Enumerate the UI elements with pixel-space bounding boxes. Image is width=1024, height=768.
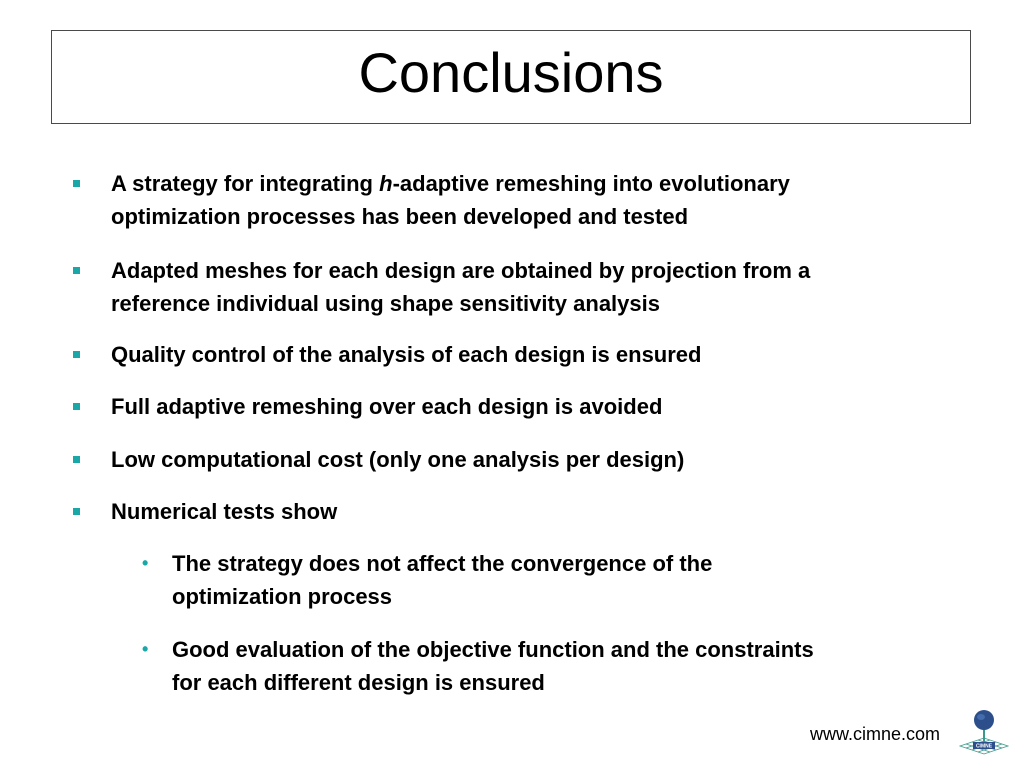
square-bullet-icon bbox=[73, 351, 80, 358]
bullet-text-part: A strategy for integrating bbox=[111, 171, 380, 196]
sub-bullet-text: Good evaluation of the objective function and the constraints bbox=[172, 637, 814, 662]
bullet-item bbox=[0, 390, 1024, 426]
sub-bullet-text: The strategy does not affect the convergence of the bbox=[172, 551, 713, 576]
bullet-text: Full adaptive remeshing over each design is avoided bbox=[111, 394, 663, 419]
bullet-text-line2: reference individual using shape sensitivity analysis bbox=[111, 291, 660, 316]
dot-bullet-icon: • bbox=[142, 639, 149, 659]
sub-bullet-text-line2: optimization process bbox=[172, 584, 393, 609]
square-bullet-icon bbox=[73, 267, 80, 274]
sub-bullet-text-line2: for each different design is ensured bbox=[172, 670, 545, 695]
bullet-item bbox=[0, 338, 1024, 374]
sub-bullet-item bbox=[0, 547, 1024, 617]
square-bullet-icon bbox=[73, 180, 80, 187]
bullet-text: Quality control of the analysis of each design is ensured bbox=[111, 342, 702, 367]
dot-bullet-icon: • bbox=[142, 553, 149, 573]
bullet-item bbox=[0, 254, 1024, 324]
bullet-text: Numerical tests show bbox=[111, 499, 338, 524]
slide-title: Conclusions bbox=[358, 41, 664, 104]
bullet-item bbox=[0, 167, 1024, 237]
square-bullet-icon bbox=[73, 456, 80, 463]
bullet-text: Low computational cost (only one analysis per design) bbox=[111, 447, 685, 472]
cimne-logo-icon bbox=[956, 708, 1012, 756]
bullet-text: Adapted meshes for each design are obtained by projection from a bbox=[111, 258, 811, 283]
cimne-logo-graphic bbox=[956, 708, 1012, 756]
bullet-text-line2: optimization processes has been developed and tested bbox=[111, 204, 689, 229]
title-box bbox=[51, 30, 971, 124]
square-bullet-icon bbox=[73, 403, 80, 410]
bullet-text bbox=[111, 167, 790, 200]
cimne-logo-label: CIMNE bbox=[975, 743, 993, 750]
sub-bullet-item bbox=[0, 633, 1024, 703]
bullet-text-part: -adaptive remeshing into evolutionary bbox=[392, 171, 790, 196]
square-bullet-icon bbox=[73, 508, 80, 515]
bullet-item bbox=[0, 443, 1024, 479]
bullet-item bbox=[0, 495, 1024, 531]
italic-h: h bbox=[379, 171, 393, 196]
footer-url: www.cimne.com bbox=[810, 724, 941, 744]
